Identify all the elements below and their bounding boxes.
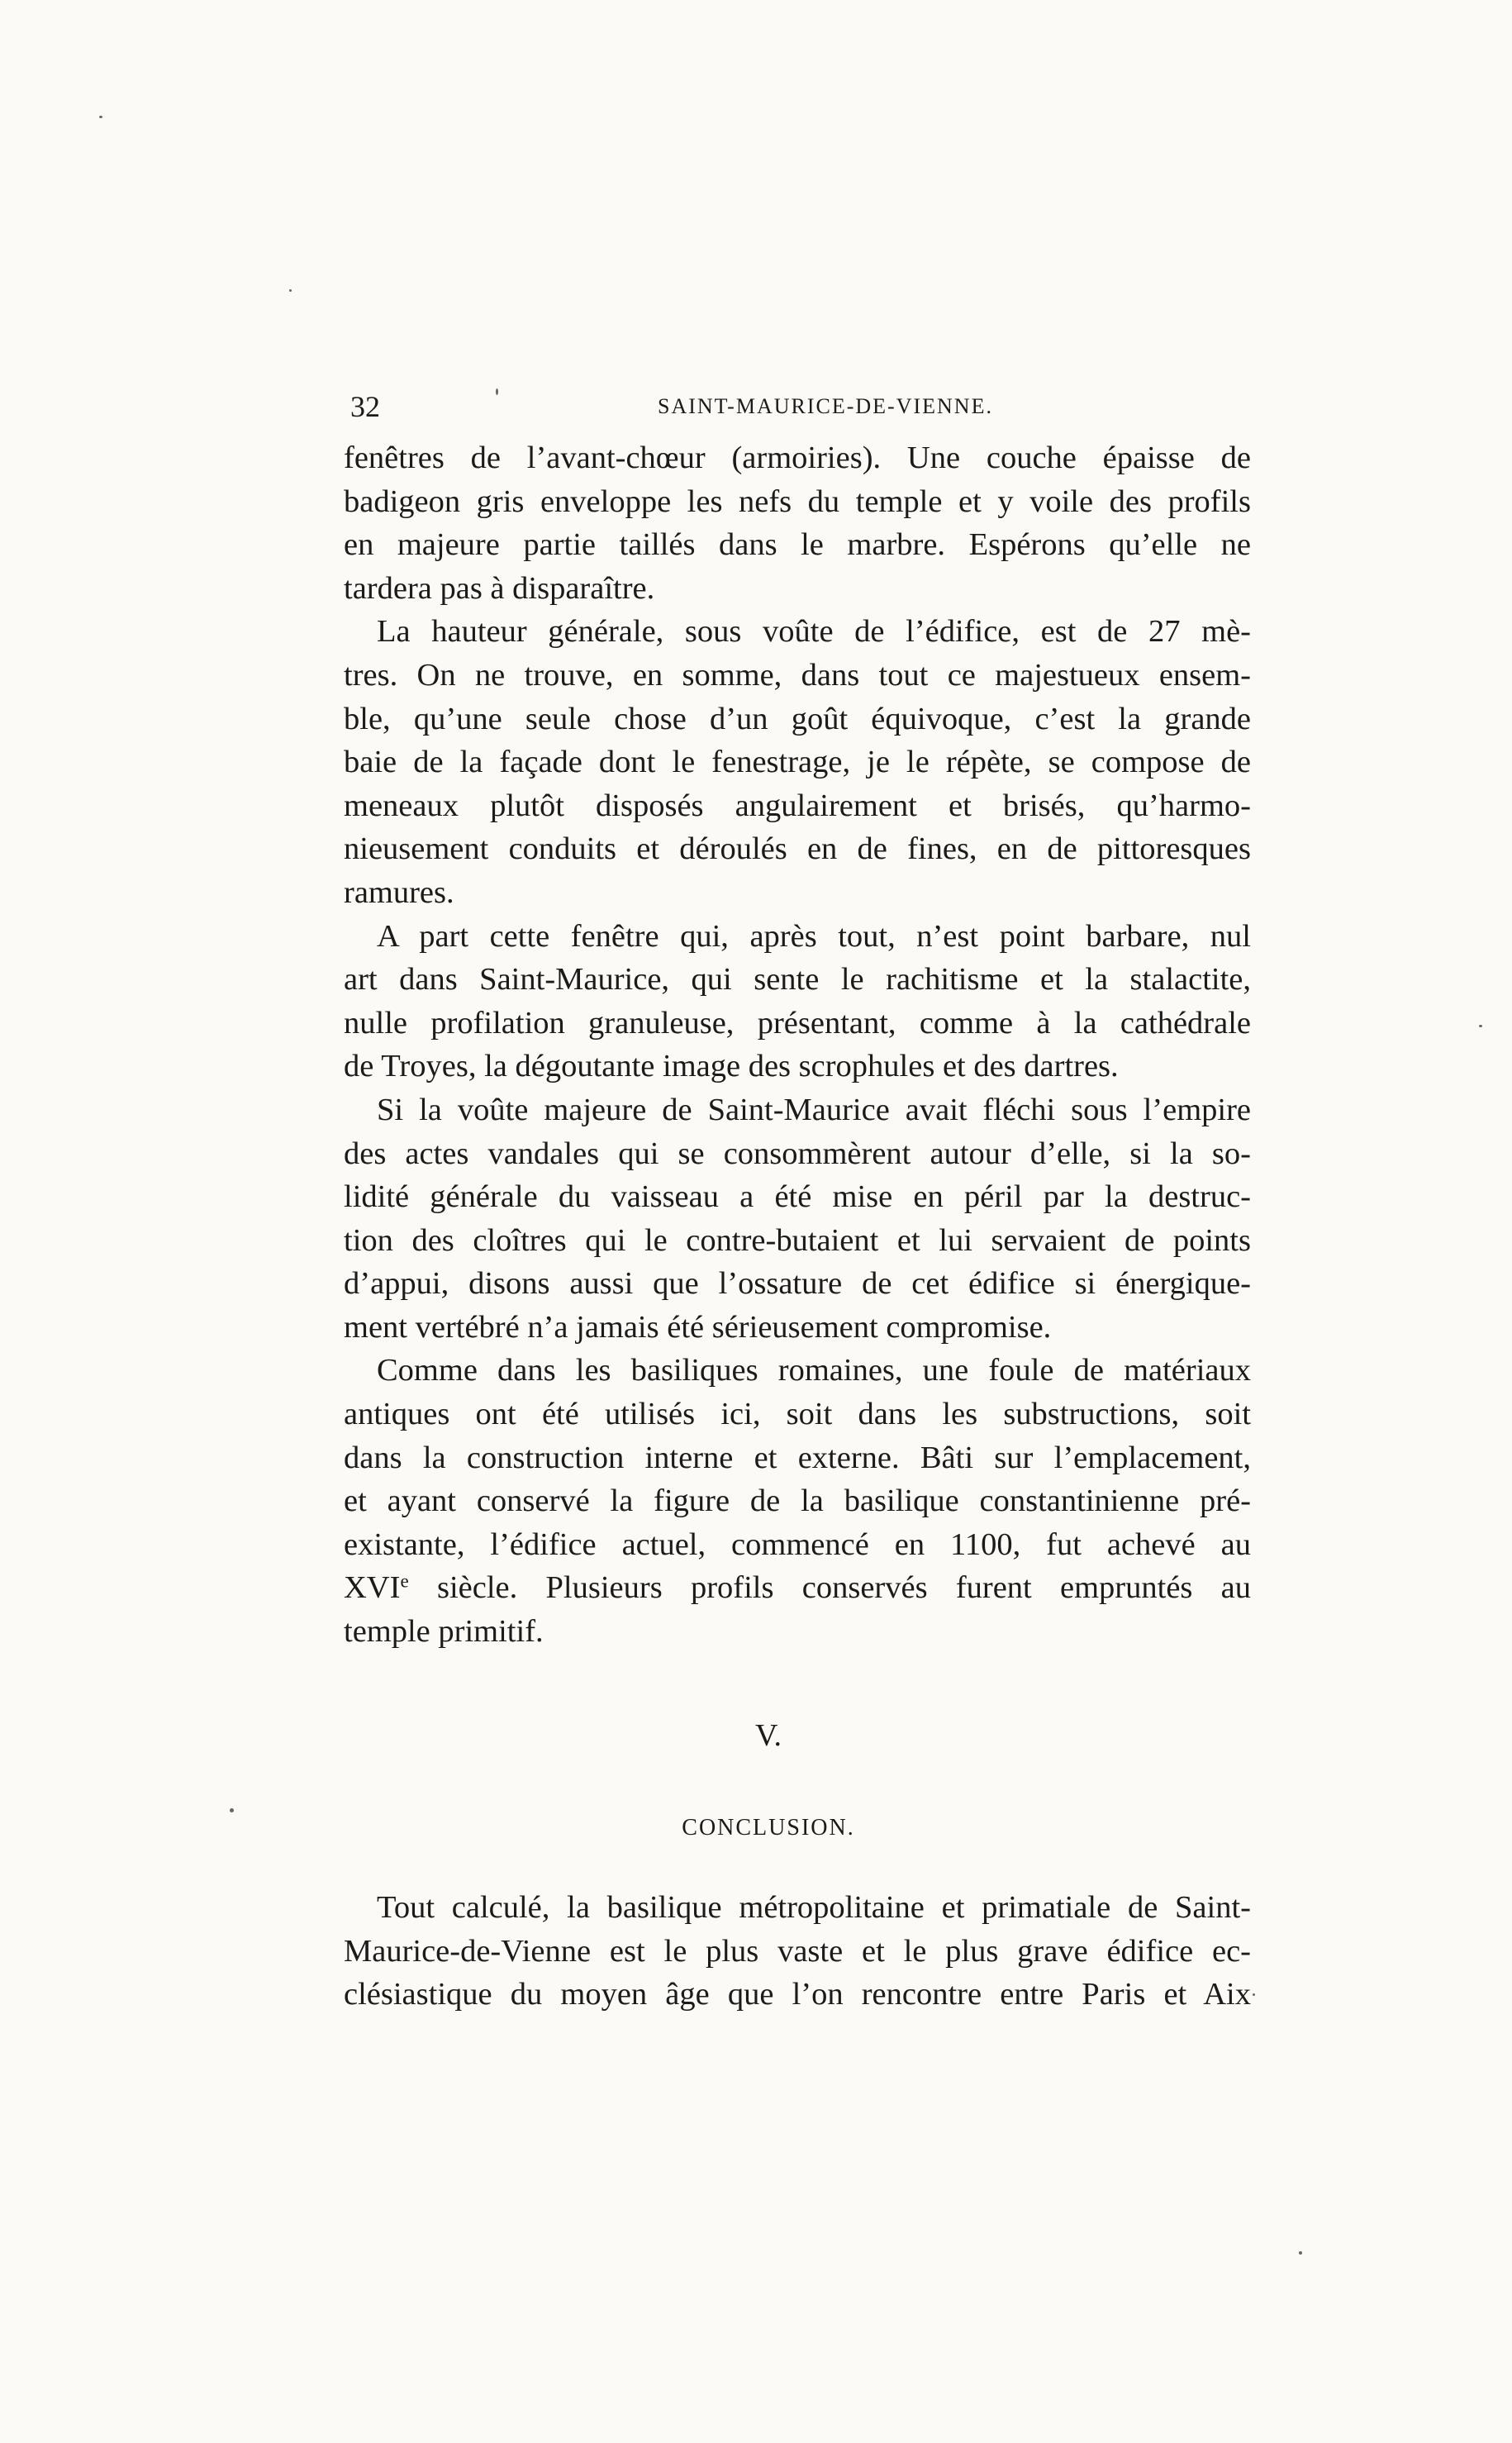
section-title: CONCLUSION. <box>682 1815 855 1841</box>
text-line: meneaux plutôt disposés angulairement et brisés, qu’harmo- <box>344 788 1251 823</box>
text-line-remainder: siècle. Plusieurs profils conservés furent empruntés au <box>436 1570 1252 1606</box>
page-header <box>350 382 1251 431</box>
text-line: Si la voûte majeure de Saint-Maurice avait fléchi sous l’empire <box>377 1092 1251 1127</box>
page-number: 32 <box>350 390 380 423</box>
text-line: art dans Saint-Maurice, qui sente le rachitisme et la stalactite, <box>344 962 1251 998</box>
scan-speck <box>230 1808 234 1812</box>
scan-speck <box>496 388 498 395</box>
scan-speck <box>1253 1993 1255 1996</box>
text-line: et ayant conservé la figure de la basilique constantinienne pré- <box>344 1483 1251 1519</box>
text-line: nieusement conduits et déroulés en de fines, en de pittoresques <box>344 831 1251 867</box>
century-suffix: e <box>400 1569 409 1592</box>
text-line: badigeon gris enveloppe les nefs du temple et y voile des profils <box>344 483 1251 519</box>
text-line-with-century <box>344 1566 1251 1610</box>
text-line: fenêtres de l’avant-chœur (armoiries). Une couche épaisse de <box>344 441 1251 475</box>
text-line: en majeure partie taillés dans le marbre. Espérons qu’elle ne <box>344 527 1251 563</box>
text-line: ramures. <box>344 874 454 910</box>
text-line: d’appui, disons aussi que l’ossature de cet édifice si énergique- <box>344 1266 1251 1302</box>
text-line: tion des cloîtres qui le contre-butaient et lui servaient de points <box>344 1222 1251 1258</box>
section-number: V. <box>754 1718 782 1753</box>
scan-speck <box>1299 2251 1302 2255</box>
text-line: Tout calculé, la basilique métropolitaine et primatiale de Saint- <box>377 1890 1251 1925</box>
text-line: tres. On ne trouve, en somme, dans tout ce majestueux ensem- <box>344 657 1251 693</box>
text-line: tardera pas à disparaître. <box>344 570 655 606</box>
scan-speck <box>289 289 292 292</box>
text-line: Maurice-de-Vienne est le plus vaste et le plus grave édifice ec- <box>344 1933 1251 1969</box>
text-line: La hauteur générale, sous voûte de l’édifice, est de 27 mè- <box>377 614 1251 650</box>
text-line: de Troyes, la dégoutante image des scrophules et des dartres. <box>344 1049 1119 1084</box>
text-line: A part cette fenêtre qui, après tout, n’est point barbare, nul <box>377 918 1251 954</box>
running-title: SAINT-MAURICE-DE-VIENNE. <box>658 394 993 418</box>
scan-speck <box>99 116 102 118</box>
text-line: lidité générale du vaisseau a été mise en péril par la destruc- <box>344 1179 1251 1215</box>
scan-speck <box>1479 1025 1482 1027</box>
text-line: ment vertébré n’a jamais été sérieusement compromise. <box>344 1309 1052 1345</box>
text-line: Comme dans les basiliques romaines, une foule de matériaux <box>377 1353 1251 1388</box>
body-text <box>344 436 1251 1654</box>
text-line: existante, l’édifice actuel, commencé en 1100, fut achevé au <box>344 1526 1251 1562</box>
conclusion-text <box>344 1886 1251 2017</box>
text-line: des actes vandales qui se consommèrent autour d’elle, si la so- <box>344 1136 1251 1171</box>
text-line: baie de la façade dont le fenestrage, je le répète, se compose de <box>344 745 1251 780</box>
text-line: dans la construction interne et externe. Bâti sur l’emplacement, <box>344 1440 1251 1475</box>
text-line: clésiastique du moyen âge que l’on rencontre entre Paris et Aix <box>344 1977 1251 2012</box>
text-line: temple primitif. <box>344 1614 544 1650</box>
century-roman: XVI <box>344 1570 401 1606</box>
text-line: antiques ont été utilisés ici, soit dans les substructions, soit <box>344 1397 1251 1432</box>
text-line: ble, qu’une seule chose d’un goût équivoque, c’est la grande <box>344 701 1251 736</box>
text-line: nulle profilation granuleuse, présentant, comme à la cathédrale <box>344 1005 1251 1041</box>
